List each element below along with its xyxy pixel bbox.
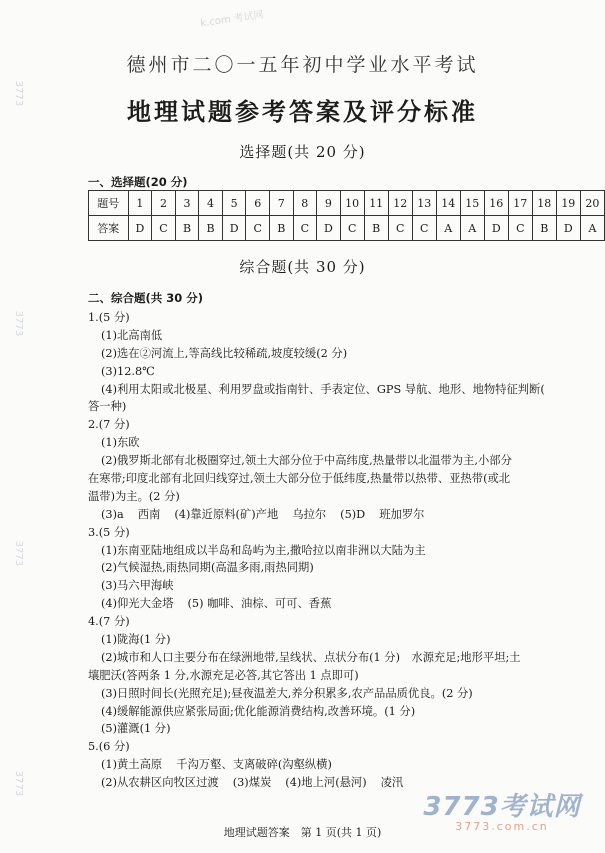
answer-segment: 千沟万壑、支离破碎(沟壑纵横) <box>176 758 332 772</box>
section1-label: 一、选择题(20 分) <box>88 175 188 189</box>
answer-segment: (2)从农耕区向牧区过渡 <box>101 776 219 790</box>
answer-cell: B <box>364 216 388 241</box>
answer-line: 4.(7 分) <box>88 615 130 629</box>
site-logo <box>413 786 591 848</box>
watermark-side: 3773 <box>13 310 25 337</box>
answer-segment: (4)仰光大金塔 <box>101 597 174 611</box>
answer-segment: 乌拉尔 <box>292 507 327 521</box>
question-number-cell: 9 <box>317 191 341 216</box>
answer-line: 温带)为主。(2 分) <box>88 489 180 503</box>
answer-row <box>89 216 605 241</box>
answer-line: 5.(6 分) <box>88 740 130 754</box>
answer-cell: D <box>556 216 580 241</box>
answer-segment: 班加罗尔 <box>379 507 425 521</box>
answer-segment: (3)煤炭 <box>232 776 272 790</box>
answer-line: (2)俄罗斯北部有北极圈穿过,领土大部分位于中高纬度,热量带以北温带为主,小部分 <box>101 454 512 468</box>
logo-text: 3773考试网 <box>423 792 581 822</box>
answer-segment: (1)黄土高原 <box>101 758 163 772</box>
answer-cell: A <box>460 216 484 241</box>
answer-cell: C <box>508 216 532 241</box>
question-number-cell: 8 <box>293 191 317 216</box>
question-number-cell: 10 <box>340 191 364 216</box>
answer-line: (2)气候湿热,雨热同期(高温多雨,雨热同期) <box>101 561 314 575</box>
main-title: 地理试题参考答案及评分标准 <box>127 98 478 126</box>
section2-label: 二、综合题(共 30 分) <box>88 291 204 305</box>
answer-cell: D <box>484 216 508 241</box>
answer-line: (1)东南亚陆地组成以半岛和岛屿为主,撒哈拉以南非洲以大陆为主 <box>101 543 426 557</box>
answer-table <box>88 190 605 241</box>
question-number-cell: 18 <box>532 191 556 216</box>
answer-line: 2.(7 分) <box>88 418 130 432</box>
question-number-cell: 2 <box>152 191 176 216</box>
question-number-cell: 1 <box>128 191 152 216</box>
answer-cell: C <box>246 216 270 241</box>
exam-title: 德州市二〇一五年初中学业水平考试 <box>126 54 479 76</box>
answer-line <box>88 595 605 613</box>
answer-line: (2)选在②河流上,等高线比较稀疏,坡度较缓(2 分) <box>101 346 348 360</box>
answer-line: (3)马六甲海峡 <box>101 579 174 593</box>
answer-line: 答一种) <box>88 400 127 414</box>
question-number-cell: 5 <box>222 191 246 216</box>
answer-cell: C <box>293 216 317 241</box>
answer-body <box>88 309 605 792</box>
answer-segment: 凌汛 <box>380 776 404 790</box>
answer-segment: (5)D <box>340 507 366 521</box>
question-number-cell: 13 <box>412 191 436 216</box>
question-number-cell: 11 <box>364 191 388 216</box>
question-number-cell: 4 <box>199 191 223 216</box>
answer-line: (5)灌溉(1 分) <box>101 722 171 736</box>
page-footer: 地理试题答案 第 1 页(共 1 页) <box>223 826 382 839</box>
answer-cell: C <box>152 216 176 241</box>
answer-segment: (3)a <box>101 507 124 521</box>
answer-cell: A <box>580 216 604 241</box>
row-header: 题号 <box>89 191 129 216</box>
question-number-cell: 17 <box>508 191 532 216</box>
question-number-cell: 6 <box>246 191 270 216</box>
answer-line: (1)东欧 <box>101 436 140 450</box>
watermark-side: 3773 <box>13 80 25 107</box>
answer-line <box>88 756 605 774</box>
answer-line: (4)缓解能源供应紧张局面;优化能源消费结构,改善环境。(1 分) <box>101 704 416 718</box>
answer-cell: D <box>128 216 152 241</box>
answer-line: 壤肥沃(答两条 1 分,水源充足必答,其它答出 1 点即可) <box>88 668 359 682</box>
answer-cell: C <box>412 216 436 241</box>
answer-segment: (5) 咖啡、油棕、可可、香蕉 <box>187 597 332 611</box>
watermark-top: k.com 考试网 <box>199 9 265 30</box>
answer-line: (3)12.8℃ <box>101 364 155 378</box>
answer-line: 1.(5 分) <box>88 311 130 324</box>
answer-cell: B <box>532 216 556 241</box>
answer-segment: (4)地上河(悬河) <box>285 776 367 790</box>
row-header: 答案 <box>89 216 129 241</box>
answer-cell: A <box>436 216 460 241</box>
answer-line: (3)日照时间长(光照充足);昼夜温差大,养分积累多,农产品品质优良。(2 分) <box>101 686 473 700</box>
answer-line: (4)利用太阳或北极星、利用罗盘或指南针、手表定位、GPS 导航、地形、地物特征判断( <box>101 382 545 396</box>
answer-cell: B <box>175 216 199 241</box>
part1-heading: 选择题(共 20 分) <box>239 143 366 161</box>
answer-line: (1)陇海(1 分) <box>101 633 171 647</box>
answer-cell: D <box>317 216 341 241</box>
watermark-side: 3773 <box>13 770 25 797</box>
answer-cell: B <box>199 216 223 241</box>
part2-heading: 综合题(共 30 分) <box>239 258 366 276</box>
answer-segment: 西南 <box>137 507 161 521</box>
answer-segment: (4)靠近原料(矿)产地 <box>174 507 279 521</box>
watermark-side: 3773 <box>13 540 25 567</box>
question-number-cell: 20 <box>580 191 604 216</box>
answer-line: 在寒带;印度北部有北回归线穿过,领土大部分位于低纬度,热量带以热带、亚热带(或北 <box>88 472 511 486</box>
answer-cell: B <box>269 216 293 241</box>
answer-cell: C <box>388 216 412 241</box>
answer-line: (1)北高南低 <box>101 328 163 342</box>
question-number-cell: 12 <box>388 191 412 216</box>
answer-cell: C <box>340 216 364 241</box>
question-number-cell: 19 <box>556 191 580 216</box>
question-number-cell: 14 <box>436 191 460 216</box>
logo-url: 3773.com.cn <box>455 820 549 833</box>
answer-line: 3.(5 分) <box>88 525 130 539</box>
question-number-cell: 16 <box>484 191 508 216</box>
question-number-cell: 15 <box>460 191 484 216</box>
answer-line <box>88 506 605 524</box>
answer-line: (2)城市和人口主要分布在绿洲地带,呈线状、点状分布(1 分) 水源充足;地形平坦;土 <box>101 650 521 664</box>
question-number-cell: 7 <box>269 191 293 216</box>
question-number-row <box>89 191 605 216</box>
answer-cell: D <box>222 216 246 241</box>
question-number-cell: 3 <box>175 191 199 216</box>
